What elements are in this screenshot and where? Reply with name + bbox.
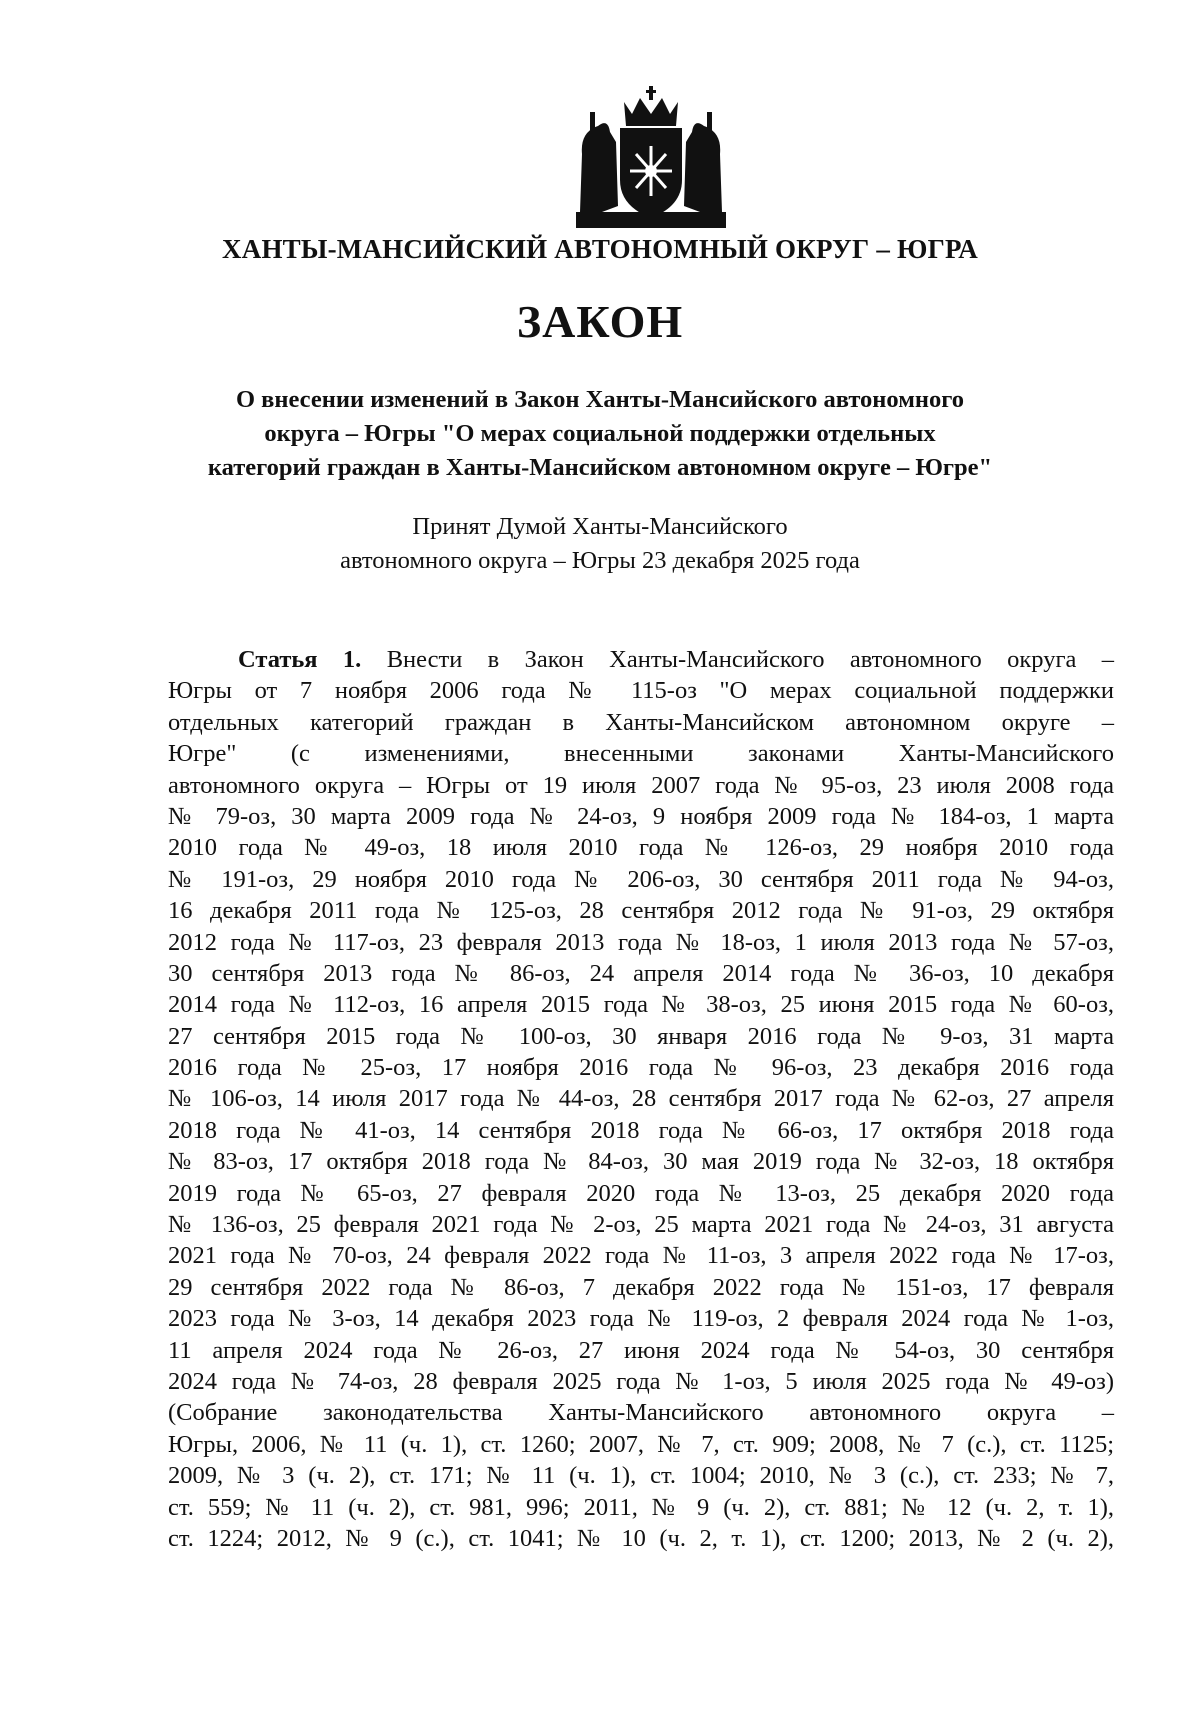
region-heading: ХАНТЫ-МАНСИЙСКИЙ АВТОНОМНЫЙ ОКРУГ – ЮГРА <box>222 234 978 264</box>
article-text-line: 2012 года № 117-оз, 23 февраля 2013 года № 18-оз, 1 июля 2013 года № 57-оз, <box>168 928 1114 956</box>
article-text-line: 30 сентября 2013 года № 86-оз, 24 апреля 2014 года № 36-оз, 10 декабря <box>168 959 1114 987</box>
article-1-body <box>168 644 1114 1554</box>
article-text-line: ст. 1224; 2012, № 9 (с.), ст. 1041; № 10 (ч. 2, т. 1), ст. 1200; 2013, № 2 (ч. 2), <box>168 1524 1114 1552</box>
article-text-line: 2016 года № 25-оз, 17 ноября 2016 года № 96-оз, 23 декабря 2016 года <box>168 1054 1114 1082</box>
law-title-line: О внесении изменений в Закон Ханты-Мансийского автономного <box>235 386 965 413</box>
article-text-line: отдельных категорий граждан в Ханты-Мансийском автономном округе – <box>168 708 1114 736</box>
document-type-heading: ЗАКОН <box>516 296 684 347</box>
article-text-line: 29 сентября 2022 года № 86-оз, 7 декабря 2022 года № 151-оз, 17 февраля <box>168 1273 1114 1301</box>
law-title <box>150 383 1050 485</box>
article-text-line: № 83-оз, 17 октября 2018 года № 84-оз, 30 мая 2019 года № 32-оз, 18 октября <box>168 1148 1114 1176</box>
article-label: Статья 1. <box>238 646 362 673</box>
article-text-line: Югры, 2006, № 11 (ч. 1), ст. 1260; 2007, № 7, ст. 909; 2008, № 7 (с.), ст. 1125; <box>168 1430 1114 1458</box>
article-text-line: 2009, № 3 (ч. 2), ст. 171; № 11 (ч. 1), ст. 1004; 2010, № 3 (с.), ст. 233; № 7, <box>168 1462 1114 1490</box>
article-text-line: 11 апреля 2024 года № 26-оз, 27 июня 2024 года № 54-оз, 30 сентября <box>168 1336 1114 1364</box>
coat-of-arms-emblem <box>572 84 730 232</box>
adoption-note-line: автономного округа – Югры 23 декабря 2025 года <box>340 547 860 574</box>
article-first-line <box>168 644 1114 675</box>
article-text-line: автономного округа – Югры от 19 июля 2007 года № 95-оз, 23 июля 2008 года <box>168 771 1114 799</box>
article-text-line: № 136-оз, 25 февраля 2021 года № 2-оз, 25 марта 2021 года № 24-оз, 31 августа <box>168 1211 1114 1239</box>
article-text-line: № 106-оз, 14 июля 2017 года № 44-оз, 28 сентября 2017 года № 62-оз, 27 апреля <box>168 1085 1114 1113</box>
adoption-note <box>0 510 1200 578</box>
law-title-line: округа – Югры "О мерах социальной поддержки отдельных <box>264 420 936 447</box>
article-text-line: 27 сентября 2015 года № 100-оз, 30 января 2016 года № 9-оз, 31 марта <box>168 1022 1114 1050</box>
article-text-line: (Собрание законодательства Ханты-Мансийского автономного округа – <box>168 1399 1114 1427</box>
article-first-line-text: Внести в Закон Ханты-Мансийского автономного округа – <box>386 646 1114 673</box>
article-text-line: ст. 559; № 11 (ч. 2), ст. 981, 996; 2011, № 9 (ч. 2), ст. 881; № 12 (ч. 2, т. 1), <box>168 1493 1114 1521</box>
article-text-line: 2023 года № 3-оз, 14 декабря 2023 года № 119-оз, 2 февраля 2024 года № 1-оз, <box>168 1305 1114 1333</box>
article-text-line: 2021 года № 70-оз, 24 февраля 2022 года № 11-оз, 3 апреля 2022 года № 17-оз, <box>168 1242 1114 1270</box>
adoption-note-line: Принят Думой Ханты-Мансийского <box>412 513 788 540</box>
law-title-line: категорий граждан в Ханты-Мансийском автономном округе – Югре" <box>207 454 993 481</box>
article-text-line: Югры от 7 ноября 2006 года № 115-оз "О мерах социальной поддержки <box>168 677 1114 705</box>
article-text-line: 2010 года № 49-оз, 18 июля 2010 года № 126-оз, 29 ноября 2010 года <box>168 834 1114 862</box>
article-text-line: № 191-оз, 29 ноября 2010 года № 206-оз, 30 сентября 2011 года № 94-оз, <box>168 865 1114 893</box>
article-text-line: № 79-оз, 30 марта 2009 года № 24-оз, 9 ноября 2009 года № 184-оз, 1 марта <box>168 802 1114 830</box>
article-text-line: 2019 года № 65-оз, 27 февраля 2020 года № 13-оз, 25 декабря 2020 года <box>168 1179 1114 1207</box>
article-text-line: 2014 года № 112-оз, 16 апреля 2015 года № 38-оз, 25 июня 2015 года № 60-оз, <box>168 991 1114 1019</box>
article-text-line: Югре" (с изменениями, внесенными законами Ханты-Мансийского <box>168 740 1114 768</box>
article-text-line: 16 декабря 2011 года № 125-оз, 28 сентября 2012 года № 91-оз, 29 октября <box>168 897 1114 925</box>
article-text-line: 2018 года № 41-оз, 14 сентября 2018 года № 66-оз, 17 октября 2018 года <box>168 1116 1114 1144</box>
article-text-line: 2024 года № 74-оз, 28 февраля 2025 года № 1-оз, 5 июля 2025 года № 49-оз) <box>168 1367 1114 1395</box>
